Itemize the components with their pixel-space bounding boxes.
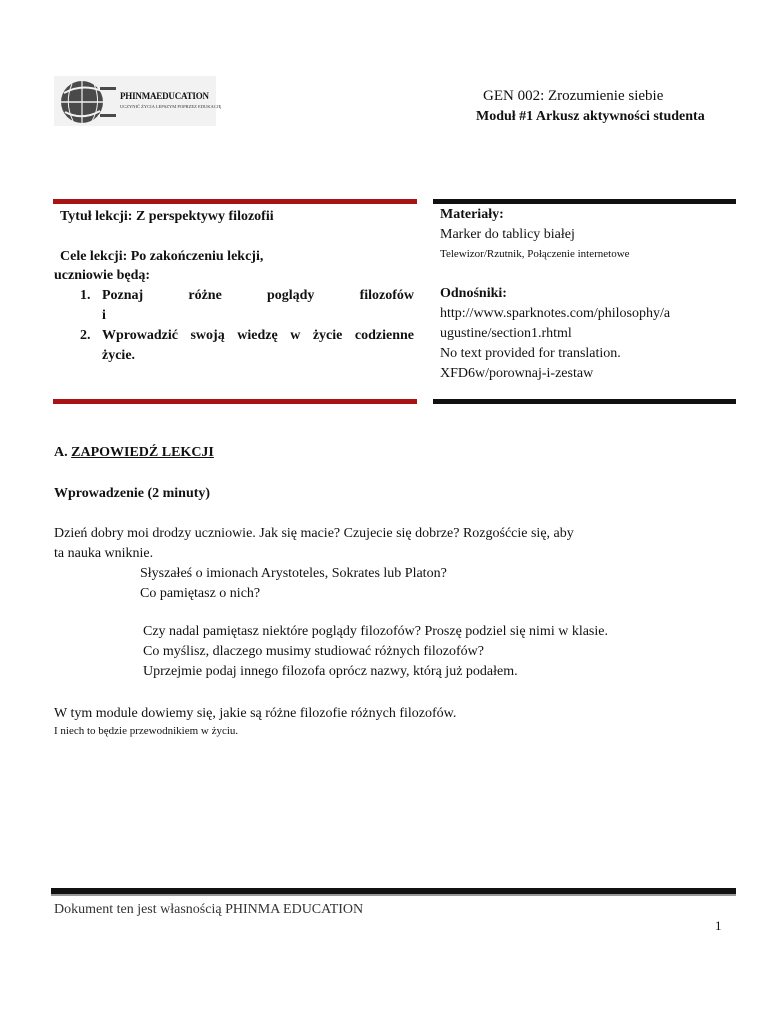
objectives-intro-cont: uczniowie będą: [54,268,151,283]
module-title: Moduł #1 Arkusz aktywności studenta [476,109,705,124]
materials-heading: Materiały: [440,207,504,222]
question: Uprzejmie podaj innego filozofa oprócz nazwy, którą już podałem. [143,664,518,679]
reference-link[interactable]: http://www.sparknotes.com/philosophy/a [440,306,671,321]
objective-text: Poznaj różne poglądy filozofów [102,288,414,303]
right-top-rule [433,199,736,204]
objectives-list [80,286,414,366]
objective-number: 2. [80,328,91,343]
reference-link-tail[interactable]: XFD6w/porownaj-i-zestaw [440,366,594,381]
lesson-title: Tytuł lekcji: Z perspektywy filozofii [60,209,274,224]
objectives-intro: Cele lekcji: Po zakończeniu lekcji, [60,249,264,264]
logo-brand-text: PHINMAEDUCATION [120,91,209,101]
objective-text-tail: życie. [102,348,136,363]
paragraph-line: ta nauka wniknie. [54,546,154,561]
section-prefix: A. [54,445,72,460]
objective-text: Wprowadzić swoją wiedzę w życie codzienne [102,328,414,343]
objective-text-tail: i [102,308,106,323]
list-item [80,286,414,326]
right-bottom-rule [433,399,736,404]
question: Słyszałeś o imionach Arystoteles, Sokrates lub Platon? [140,566,447,581]
closing-line-small: I niech to będzie przewodnikiem w życiu. [54,725,239,737]
left-bottom-rule [53,399,417,404]
list-item [80,326,414,366]
globe-logo-icon [56,77,118,125]
left-top-rule [53,199,417,204]
footer-rule-shadow [51,894,736,896]
intro-label: Wprowadzenie (2 minuty) [54,486,211,501]
question: Co pamiętasz o nich? [140,586,261,601]
page-number: 1 [715,918,722,933]
closing-line: W tym module dowiemy się, jakie są różne filozofie różnych filozofów. [54,706,457,721]
materials-item: Telewizor/Rzutnik, Połączenie internetowe [440,248,630,260]
logo-tagline: UCZYNIĆ ŻYCIA LEPSZYM POPRZEZ EDUKACJĘ [120,104,222,109]
phinma-logo [54,76,222,126]
references-heading: Odnośniki: [440,286,507,301]
footer-text: Dokument ten jest własnością PHINMA EDUCATION [54,902,364,917]
section-title: ZAPOWIEDŹ LEKCJI [71,445,214,460]
reference-link-cont[interactable]: ugustine/section1.rhtml [440,326,572,341]
section-heading [54,445,214,461]
question: Co myślisz, dlaczego musimy studiować różnych filozofów? [143,644,484,659]
reference-text: No text provided for translation. [440,346,621,361]
paragraph-line: Dzień dobry moi drodzy uczniowie. Jak się macie? Czujecie się dobrze? Rozgośćcie się, aby [54,526,574,541]
objective-number: 1. [80,288,91,303]
question: Czy nadal pamiętasz niektóre poglądy filozofów? Proszę podziel się nimi w klasie. [143,624,608,639]
course-title: GEN 002: Zrozumienie siebie [483,88,664,104]
materials-item: Marker do tablicy białej [440,227,575,242]
